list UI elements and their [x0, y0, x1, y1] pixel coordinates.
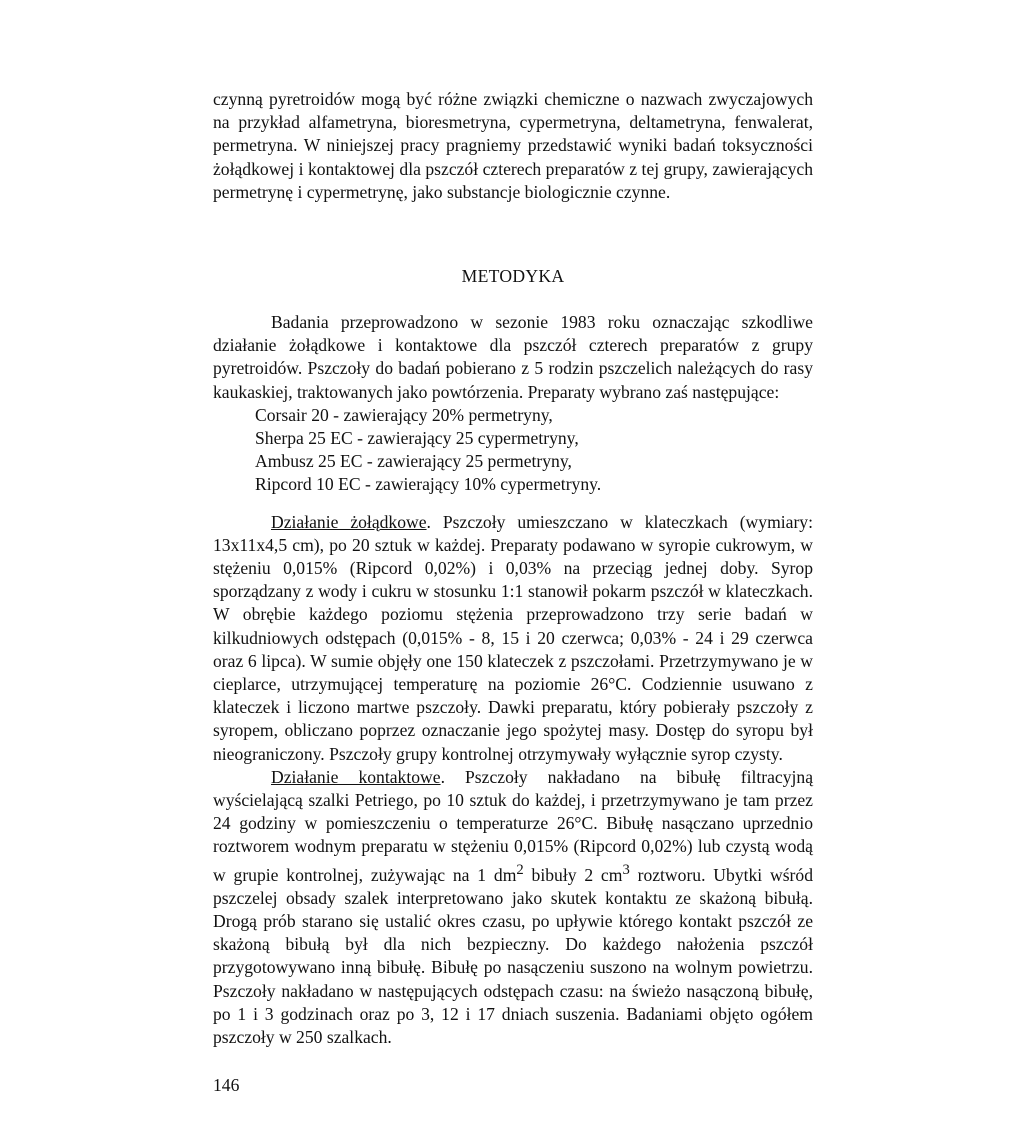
preparation-item: Corsair 20 - zawierający 20% permetryny,	[255, 404, 553, 425]
preparation-item: Ripcord 10 EC - zawierający 10% cypermetryny.	[255, 474, 602, 495]
stomach-action-text: . Pszczoły umieszczano w klateczkach (wymiary: 13x11x4,5 cm), po 20 sztuk w każdej. Preparaty podawano w syropie cukrowym, w stężeniu 0,015% (Ripcord 0,02%) i 0,03% na przeciąg jednej doby. Syrop sporządzany z wody i cukru w stosunku 1:1 stanowił pokarm pszczół w klateczkach. W obrębie każdego poziomu stężenia przeprowadzono trzy serie badań w kilkudniowych odstępach (0,015% - 8, 15 i 20 czerwca; 0,03% - 24 i 29 czerwca oraz 6 lipca). W sumie objęły one 150 klateczek z pszczołami. Przetrzymywano je w cieplarce, utrzymującej temperaturę na poziomie 26°C. Codziennie usuwano z klateczek i liczono martwe pszczoły. Dawki preparatu, który pobierały pszczoły z syropem, obliczano poprzez oznaczanie jego spożytej masy. Dostęp do syropu był nieograniczony. Pszczoły grupy kontrolnej otrzymywały wyłącznie syrop czysty.	[213, 511, 813, 764]
stomach-action-label: Działanie żołądkowe	[271, 511, 427, 532]
superscript-3: 3	[622, 861, 630, 878]
page-number: 146	[213, 1075, 240, 1095]
methods-paragraph: Badania przeprowadzono w sezonie 1983 roku oznaczając szkodliwe działanie żołądkowe i kontaktowe dla pszczół czterech preparatów z grupy pyretroidów. Pszczoły do badań pobierano z 5 rodzin pszczelich należących do rasy kaukaskiej, traktowanych jako powtórzenia. Preparaty wybrano zaś następujące:	[213, 312, 813, 402]
section-heading: METODYKA	[461, 266, 565, 286]
methods-block	[213, 311, 813, 1049]
contact-action-text-3: roztworu. Ubytki wśród pszczelej obsady szalek interpretowano jako skutek kontaktu ze skażoną bibułą. Drogą prób starano się ustalić okres czasu, po upływie którego kontakt pszczół ze skażoną bibułą był dla nich bezpieczny. Do każdego nałożenia pszczół przygotowywano inną bibułę. Bibułę po nasączeniu suszono na wolnym powietrzu. Pszczoły nakładano w następujących odstępach czasu: na świeżo nasączoną bibułę, po 1 i 3 godzinach oraz po 3, 12 i 17 dniach suszenia. Badaniami objęto ogółem pszczoły w 250 szalkach.	[213, 864, 814, 1047]
stomach-action-paragraph	[213, 511, 813, 766]
intro-paragraph-block	[213, 88, 813, 204]
superscript-2: 2	[516, 861, 524, 878]
spacer	[213, 497, 813, 511]
contact-action-label: Działanie kontaktowe	[271, 766, 441, 787]
preparations-list	[255, 404, 813, 497]
preparation-item: Sherpa 25 EC - zawierający 25 cypermetryny,	[255, 428, 579, 449]
contact-action-text-2: bibuły 2 cm	[523, 864, 623, 885]
intro-paragraph: czynną pyretroidów mogą być różne związki chemiczne o nazwach zwyczajowych na przykład alfametryna, bioresmetryna, cypermetryna, deltametryna, fenwalerat, permetryna. W niniejszej pracy pragniemy przedstawić wyniki badań toksyczności żołądkowej i kontaktowej dla pszczół czterech preparatów z tej grupy, zawierających permetrynę i cypermetrynę, jako substancje biologicznie czynne.	[213, 89, 813, 202]
contact-action-paragraph	[213, 766, 813, 1049]
preparation-item: Ambusz 25 EC - zawierający 25 permetryny,	[255, 451, 572, 472]
contact-action-text-1: . Pszczoły nakładano na bibułę filtracyjną wyścielającą szalki Petriego, po 10 sztuk do każdej, i przetrzymywano je tam przez 24 godziny w pomieszczeniu o temperaturze 26°C. Bibułę nasączano uprzednio roztworem wodnym preparatu w stężeniu 0,015% (Ripcord 0,02%) lub czystą wodą w grupie kontrolnej, zużywając na 1 dm	[213, 766, 813, 885]
